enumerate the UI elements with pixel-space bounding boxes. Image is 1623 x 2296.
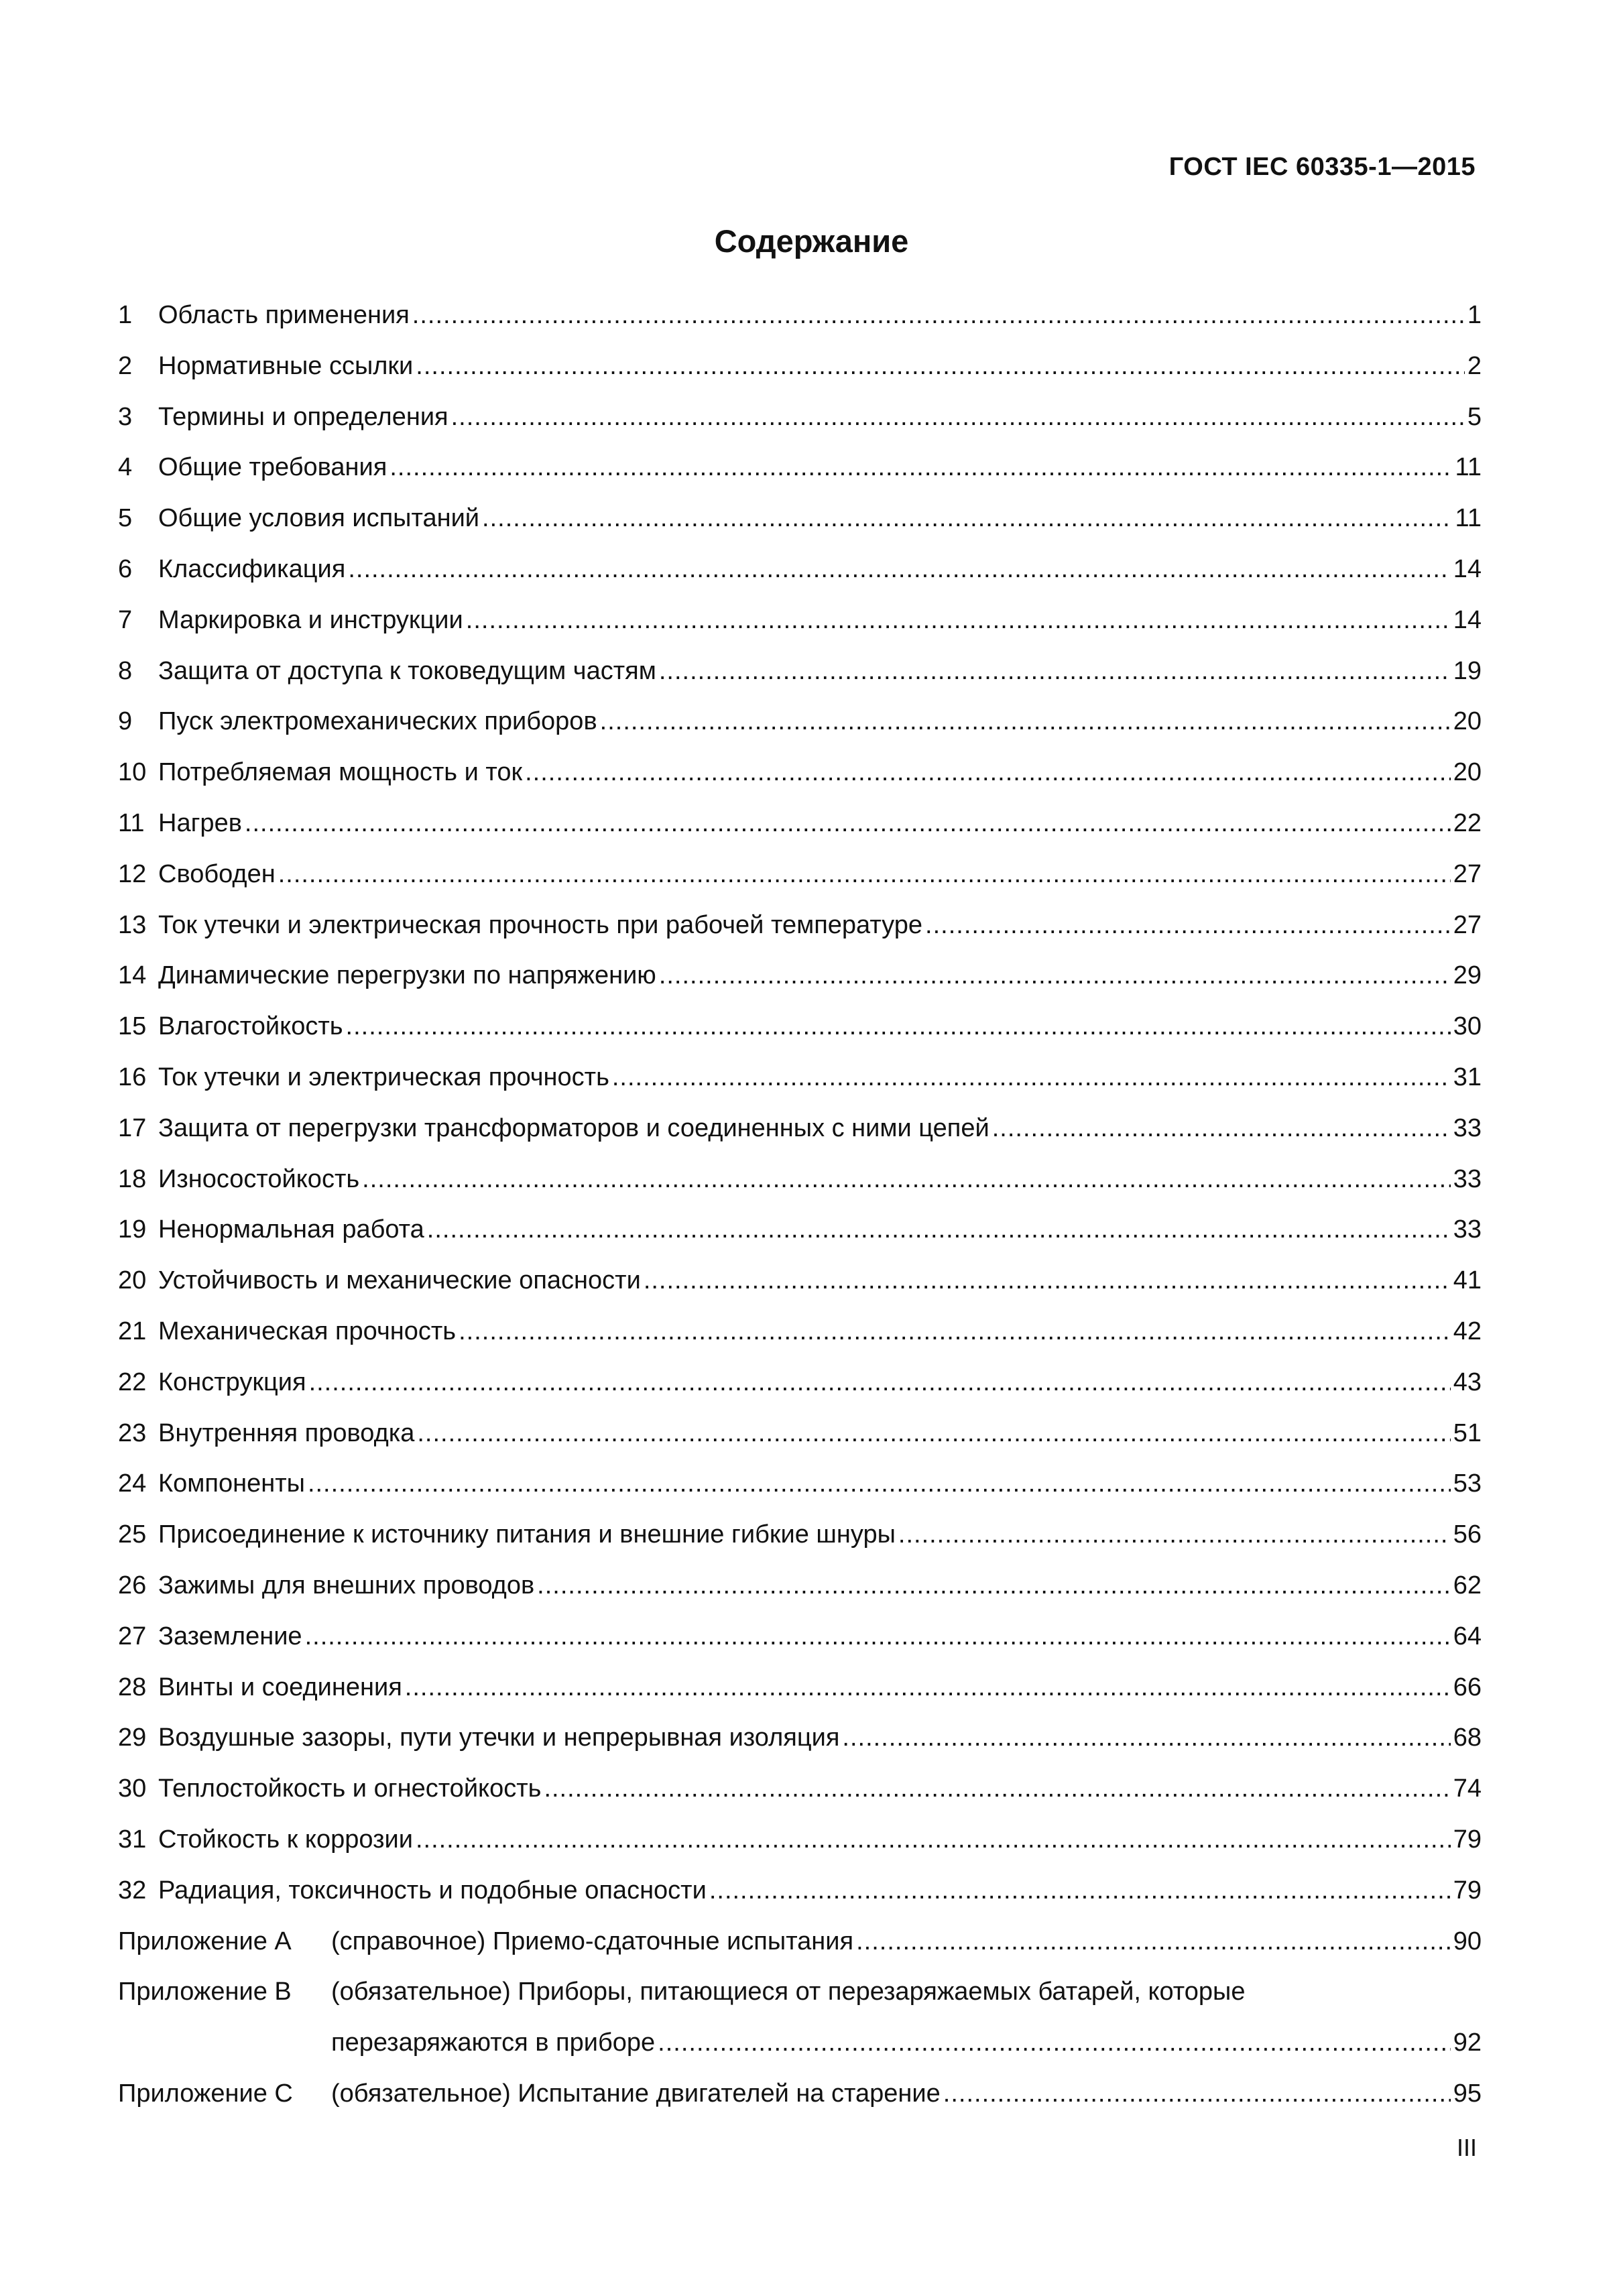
toc-entry-page: 53 <box>1453 1469 1482 1498</box>
toc-entry-page: 14 <box>1453 605 1482 634</box>
toc-entry-page: 30 <box>1453 1012 1482 1041</box>
toc-entry-page: 29 <box>1453 961 1482 990</box>
toc-entry-label: Конструкция <box>158 1368 306 1396</box>
toc-entry[interactable] <box>118 1256 1482 1307</box>
toc-entry-label: Общие условия испытаний <box>158 504 480 533</box>
toc-entry[interactable] <box>118 798 1482 849</box>
toc-entry-label: Общие требования <box>158 453 387 482</box>
toc-entry-number: Приложение B <box>118 1978 292 2006</box>
toc-entry-number: 1 <box>118 301 133 329</box>
toc-entry-page: 27 <box>1453 859 1482 888</box>
toc-entry-page: 19 <box>1453 656 1482 685</box>
toc-entry-label: Внутренняя проводка <box>158 1418 415 1447</box>
toc-entry-label: Винты и соединения <box>158 1673 402 1701</box>
toc-dot-leader <box>309 1357 1451 1408</box>
toc-entry-number: 26 <box>118 1571 147 1599</box>
toc-entry-number: 21 <box>118 1317 147 1345</box>
toc-dot-leader <box>405 1663 1451 1713</box>
toc-entry-label: Пуск электромеханических приборов <box>158 707 597 736</box>
toc-dot-leader <box>644 1256 1451 1307</box>
toc-entry-label: Область применения <box>158 301 410 329</box>
toc-entry[interactable] <box>118 697 1482 747</box>
toc-entry-number: 24 <box>118 1469 147 1498</box>
toc-entry-number: 25 <box>118 1520 147 1549</box>
toc-entry[interactable] <box>118 849 1482 900</box>
toc-entry-label: Заземление <box>158 1622 302 1650</box>
toc-entry[interactable] <box>118 900 1482 951</box>
toc-entry-label: (обязательное) Приборы, питающиеся от перезаряжаемых батарей, которые <box>331 1978 1246 2006</box>
toc-entry-page: 66 <box>1453 1673 1482 1701</box>
toc-entry[interactable] <box>118 1764 1482 1815</box>
toc-entry[interactable] <box>118 1612 1482 1663</box>
toc-entry-continuation[interactable] <box>118 2018 1482 2069</box>
toc-dot-leader <box>278 849 1451 900</box>
toc-entry[interactable] <box>118 442 1482 493</box>
toc-entry-number: 16 <box>118 1063 147 1091</box>
toc-entry-number: Приложение C <box>118 2079 293 2108</box>
toc-dot-leader <box>362 1154 1451 1205</box>
toc-entry-page: 62 <box>1453 1571 1482 1599</box>
toc-dot-leader <box>943 2069 1451 2120</box>
toc-entry-label: Ток утечки и электрическая прочность <box>158 1063 609 1091</box>
toc-entry-number: 12 <box>118 859 147 888</box>
toc-entry-label: Теплостойкость и огнестойкость <box>158 1774 542 1803</box>
toc-entry-label: Потребляемая мощность и ток <box>158 758 523 787</box>
toc-entry-page: 11 <box>1455 504 1482 533</box>
toc-entry-page: 43 <box>1453 1368 1482 1396</box>
toc-dot-leader <box>658 2018 1451 2069</box>
toc-entry-number: 22 <box>118 1368 147 1396</box>
toc-entry-number: 11 <box>118 808 145 837</box>
toc-dot-leader <box>427 1205 1451 1256</box>
toc-entry-page: 42 <box>1453 1317 1482 1345</box>
toc-dot-leader <box>389 442 1452 493</box>
toc-dot-leader <box>537 1561 1451 1612</box>
toc-entry-label: Свободен <box>158 859 276 888</box>
toc-entry[interactable] <box>118 595 1482 646</box>
toc-entry-label: Классификация <box>158 554 346 583</box>
toc-entry-label: Ненормальная работа <box>158 1215 424 1244</box>
toc-dot-leader <box>459 1307 1451 1357</box>
toc-entry-page: 92 <box>1453 2029 1482 2057</box>
toc-entry[interactable] <box>118 1713 1482 1764</box>
toc-entry-label: Ток утечки и электрическая прочность при рабочей температуре <box>158 910 923 939</box>
document-identifier: ГОСТ IEC 60335-1—2015 <box>1168 153 1476 181</box>
toc-entry[interactable] <box>118 951 1482 1002</box>
toc-entry-number: 28 <box>118 1673 147 1701</box>
toc-entry-label: Воздушные зазоры, пути утечки и непрерывная изоляция <box>158 1724 840 1752</box>
toc-entry-number: 10 <box>118 758 147 787</box>
toc-entry[interactable] <box>118 1967 1482 2018</box>
toc-dot-leader <box>612 1052 1451 1103</box>
toc-entry-page: 74 <box>1453 1774 1482 1803</box>
toc-entry[interactable] <box>118 1866 1482 1917</box>
toc-entry[interactable] <box>118 1459 1482 1510</box>
toc-dot-leader <box>482 493 1453 544</box>
toc-entry-page: 56 <box>1453 1520 1482 1549</box>
toc-entry-page: 90 <box>1453 1927 1482 1955</box>
toc-entry[interactable] <box>118 1002 1482 1052</box>
toc-entry[interactable] <box>118 1154 1482 1205</box>
toc-entry-number: 19 <box>118 1215 147 1244</box>
toc-entry-number: 4 <box>118 453 133 482</box>
toc-entry-page: 33 <box>1453 1113 1482 1142</box>
toc-entry[interactable] <box>118 1357 1482 1408</box>
toc-entry-label: Присоединение к источнику питания и внешние гибкие шнуры <box>158 1520 896 1549</box>
toc-entry-label: Устойчивость и механические опасности <box>158 1266 641 1295</box>
toc-entry-page: 14 <box>1453 554 1482 583</box>
toc-entry-label: Механическая прочность <box>158 1317 457 1345</box>
toc-entry-label: Компоненты <box>158 1469 305 1498</box>
toc-dot-leader <box>451 392 1465 443</box>
toc-entry-number: 15 <box>118 1012 147 1041</box>
toc-entry-label: Маркировка и инструкции <box>158 605 463 634</box>
toc-entry-number: 32 <box>118 1876 147 1905</box>
toc-entry-number: 29 <box>118 1724 147 1752</box>
toc-dot-leader <box>842 1713 1450 1764</box>
toc-entry-label: Влагостойкость <box>158 1012 343 1041</box>
toc-dot-leader <box>856 1917 1451 1968</box>
toc-dot-leader <box>416 341 1465 392</box>
toc-entry-page: 1 <box>1467 301 1482 329</box>
toc-dot-leader <box>525 747 1451 798</box>
toc-dot-leader <box>898 1510 1451 1561</box>
toc-entry-label: Защита от доступа к токоведущим частям <box>158 656 656 685</box>
toc-entry-label: Радиация, токсичность и подобные опасности <box>158 1876 707 1905</box>
toc-entry-number: 30 <box>118 1774 147 1803</box>
toc-entry-number: 5 <box>118 504 133 533</box>
toc-entry-number: 9 <box>118 707 133 736</box>
toc-entry[interactable] <box>118 747 1482 798</box>
toc-entry-label: Износостойкость <box>158 1164 360 1193</box>
toc-entry-page: 33 <box>1453 1164 1482 1193</box>
toc-dot-leader <box>544 1764 1450 1815</box>
toc-entry[interactable] <box>118 544 1482 595</box>
toc-dot-leader <box>305 1612 1451 1663</box>
toc-entry-number: 7 <box>118 605 133 634</box>
toc-entry-page: 20 <box>1453 758 1482 787</box>
toc-entry[interactable] <box>118 341 1482 392</box>
toc-entry-page: 51 <box>1453 1418 1482 1447</box>
toc-entry-label: Стойкость к коррозии <box>158 1825 413 1854</box>
toc-dot-leader <box>412 290 1465 341</box>
toc-dot-leader <box>308 1459 1451 1510</box>
toc-entry-number: 3 <box>118 402 133 431</box>
toc-entry[interactable] <box>118 2069 1482 2120</box>
toc-entry[interactable] <box>118 1408 1482 1459</box>
toc-entry-page: 64 <box>1453 1622 1482 1650</box>
toc-dot-leader <box>600 697 1451 747</box>
toc-dot-leader <box>659 646 1451 697</box>
toc-entry[interactable] <box>118 1052 1482 1103</box>
toc-entry-number: 13 <box>118 910 147 939</box>
toc-entry-page: 68 <box>1453 1724 1482 1752</box>
toc-dot-leader <box>417 1408 1450 1459</box>
toc-entry[interactable] <box>118 1205 1482 1256</box>
toc-entry-label: Нагрев <box>158 808 242 837</box>
toc-entry[interactable] <box>118 1663 1482 1713</box>
toc-entry-label: Термины и определения <box>158 402 448 431</box>
toc-entry[interactable] <box>118 290 1482 341</box>
toc-entry[interactable] <box>118 1815 1482 1866</box>
page-number: III <box>1456 2134 1477 2161</box>
toc-entry-page: 79 <box>1453 1876 1482 1905</box>
toc-entry-page: 5 <box>1467 402 1482 431</box>
toc-entry-label: (справочное) Приемо-сдаточные испытания <box>331 1927 854 1955</box>
toc-entry-label: (обязательное) Испытание двигателей на старение <box>331 2079 941 2108</box>
toc-dot-leader <box>925 900 1451 951</box>
toc-entry-number: 20 <box>118 1266 147 1295</box>
toc-entry[interactable] <box>118 646 1482 697</box>
toc-entry-number: 17 <box>118 1113 147 1142</box>
toc-entry-number: 6 <box>118 554 133 583</box>
toc-entry-page: 95 <box>1453 2079 1482 2108</box>
toc-entry-number: 23 <box>118 1418 147 1447</box>
toc-entry[interactable] <box>118 1510 1482 1561</box>
toc-entry-page: 20 <box>1453 707 1482 736</box>
table-of-contents <box>118 290 1482 2120</box>
toc-entry[interactable] <box>118 392 1482 443</box>
toc-entry[interactable] <box>118 1103 1482 1154</box>
toc-dot-leader <box>346 1002 1451 1052</box>
toc-entry-page: 22 <box>1453 808 1482 837</box>
toc-entry-page: 33 <box>1453 1215 1482 1244</box>
toc-dot-leader <box>245 798 1451 849</box>
toc-entry[interactable] <box>118 1307 1482 1357</box>
toc-entry-label: Нормативные ссылки <box>158 351 414 380</box>
toc-entry[interactable] <box>118 493 1482 544</box>
toc-entry-label: Защита от перегрузки трансформаторов и соединенных с ними цепей <box>158 1113 989 1142</box>
toc-entry[interactable] <box>118 1917 1482 1968</box>
toc-entry-number: 31 <box>118 1825 147 1854</box>
toc-entry-number: 27 <box>118 1622 147 1650</box>
toc-entry-label: Зажимы для внешних проводов <box>158 1571 535 1599</box>
toc-dot-leader <box>992 1103 1451 1154</box>
toc-title: Содержание <box>714 223 909 259</box>
toc-entry-number: Приложение A <box>118 1927 292 1955</box>
toc-dot-leader <box>709 1866 1451 1917</box>
toc-dot-leader <box>659 951 1451 1002</box>
toc-entry-page: 11 <box>1455 453 1482 482</box>
toc-entry-number: 18 <box>118 1164 147 1193</box>
toc-dot-leader <box>466 595 1451 646</box>
toc-entry-number: 2 <box>118 351 133 380</box>
toc-entry-number: 14 <box>118 961 147 990</box>
toc-entry-page: 31 <box>1453 1063 1482 1091</box>
toc-entry-page: 27 <box>1453 910 1482 939</box>
toc-entry-page: 41 <box>1453 1266 1482 1295</box>
toc-dot-leader <box>416 1815 1451 1866</box>
toc-dot-leader <box>348 544 1450 595</box>
toc-entry[interactable] <box>118 1561 1482 1612</box>
toc-entry-label: Динамические перегрузки по напряжению <box>158 961 656 990</box>
toc-entry-number: 8 <box>118 656 133 685</box>
toc-entry-page: 79 <box>1453 1825 1482 1854</box>
toc-entry-page: 2 <box>1467 351 1482 380</box>
toc-entry-label: перезаряжаются в приборе <box>331 2029 656 2057</box>
